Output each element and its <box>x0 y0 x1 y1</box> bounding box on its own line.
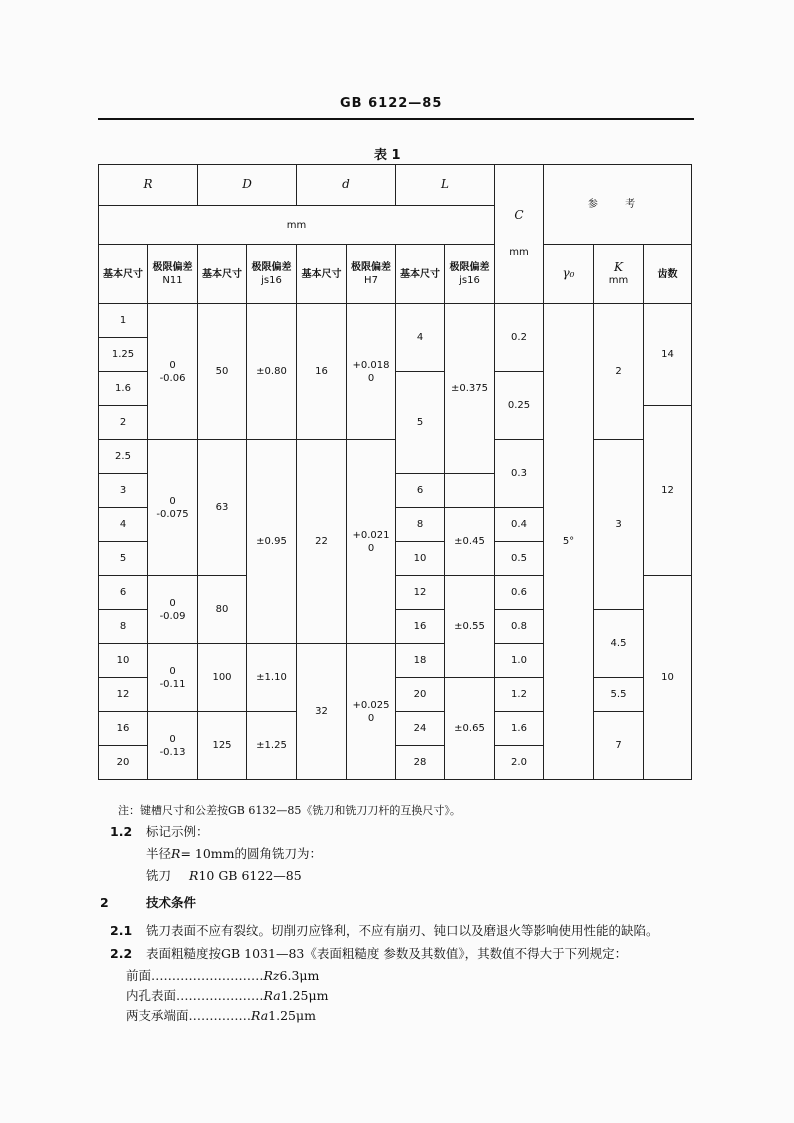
table-cell: 1.25 <box>99 338 148 372</box>
table-cell: 10 <box>99 644 148 678</box>
header-reference: 参 考 <box>544 165 692 245</box>
table-cell: 2.0 <box>495 746 544 780</box>
header-K: K mm <box>594 245 644 304</box>
table-cell: 1.2 <box>495 678 544 712</box>
header-R: R <box>99 165 198 206</box>
table-cell: 6 <box>396 474 445 508</box>
table-cell: 24 <box>396 712 445 746</box>
table-cell: 14 <box>644 304 692 406</box>
table-cell: 20 <box>99 746 148 780</box>
header-d-basic: 基本尺寸 <box>297 245 347 304</box>
table-cell: +0.025 0 <box>347 644 396 780</box>
section-2-1: 2.1 铣刀表面不应有裂纹。切削刃应锋利，不应有崩刃、钝口以及磨退火等影响使用性能的缺陷。 <box>110 923 659 938</box>
table-cell: ±0.95 <box>247 440 297 644</box>
table-cell: 0 -0.09 <box>148 576 198 644</box>
roughness-item: 前面………………………Rz6.3μm <box>126 968 320 983</box>
table-cell: 7 <box>594 712 644 780</box>
table-cell: 28 <box>396 746 445 780</box>
table-cell: 5° <box>544 304 594 780</box>
table-cell: 18 <box>396 644 445 678</box>
table-cell: 2 <box>99 406 148 440</box>
table-cell: 16 <box>297 304 347 440</box>
table-cell: 5 <box>99 542 148 576</box>
header-D-tolerance: 极限偏差 js16 <box>247 245 297 304</box>
header-D: D <box>198 165 297 206</box>
header-L-basic: 基本尺寸 <box>396 245 445 304</box>
table-cell: 0 -0.075 <box>148 440 198 576</box>
table-cell: ±0.80 <box>247 304 297 440</box>
marking-example-line-2: 铣刀 R10 GB 6122—85 <box>146 868 302 883</box>
header-R-tolerance: 极限偏差 N11 <box>148 245 198 304</box>
table-cell: 6 <box>99 576 148 610</box>
table-cell: ±0.375 <box>445 304 495 474</box>
table-cell: 8 <box>396 508 445 542</box>
table-cell: 1.0 <box>495 644 544 678</box>
table-cell: 12 <box>396 576 445 610</box>
roughness-item: 内孔表面…………………Ra1.25μm <box>126 988 329 1003</box>
table-cell: 0.2 <box>495 304 544 372</box>
table-cell: ±0.45 <box>445 508 495 576</box>
table-cell: 5.5 <box>594 678 644 712</box>
section-2-2: 2.2 表面粗糙度按GB 1031—83《表面粗糙度 参数及其数值》，其数值不得大于下列规定： <box>110 946 628 961</box>
table-cell: 63 <box>198 440 247 576</box>
table-cell: 4 <box>99 508 148 542</box>
table-cell: 5 <box>396 372 445 474</box>
table-cell: 8 <box>99 610 148 644</box>
table-cell: 20 <box>396 678 445 712</box>
header-d: d <box>297 165 396 206</box>
table-cell: 2 <box>594 304 644 440</box>
table-cell: ±0.65 <box>445 678 495 780</box>
table-cell: 0.5 <box>495 542 544 576</box>
table-note: 注：键槽尺寸和公差按GB 6132—85《铣刀和铣刀刀杆的互换尺寸》。 <box>118 804 461 817</box>
marking-example-line-1: 半径R= 10mm的圆角铣刀为： <box>146 846 322 861</box>
header-rule <box>98 118 694 120</box>
table-cell: 0.6 <box>495 576 544 610</box>
header-d-tolerance: 极限偏差 H7 <box>347 245 396 304</box>
header-unit-mm: mm <box>99 206 495 245</box>
header-gamma: γ₀ <box>544 245 594 304</box>
roughness-item: 两支承端面……………Ra1.25μm <box>126 1008 316 1023</box>
table-cell: 0.4 <box>495 508 544 542</box>
table-cell: 1 <box>99 304 148 338</box>
table-cell: 4 <box>396 304 445 372</box>
table-cell: 0.3 <box>495 440 544 508</box>
table-cell: 0.25 <box>495 372 544 440</box>
table-cell: 32 <box>297 644 347 780</box>
table-cell: 1.6 <box>495 712 544 746</box>
header-C: C mm <box>495 165 544 304</box>
header-teeth: 齿数 <box>644 245 692 304</box>
table-cell: +0.018 0 <box>347 304 396 440</box>
header-L: L <box>396 165 495 206</box>
table-cell: 100 <box>198 644 247 712</box>
table-cell: ±0.55 <box>445 576 495 678</box>
table-cell: 50 <box>198 304 247 440</box>
table-cell: 16 <box>396 610 445 644</box>
table-cell: 22 <box>297 440 347 644</box>
table-cell: 16 <box>99 712 148 746</box>
header-D-basic: 基本尺寸 <box>198 245 247 304</box>
table-cell: 2.5 <box>99 440 148 474</box>
table-cell: 3 <box>594 440 644 610</box>
specification-table <box>98 164 692 780</box>
table-cell: 0 -0.13 <box>148 712 198 780</box>
table-cell: 4.5 <box>594 610 644 678</box>
table-cell: 1.6 <box>99 372 148 406</box>
section-2-heading: 2 技术条件 <box>100 895 197 910</box>
header-L-tolerance: 极限偏差 js16 <box>445 245 495 304</box>
header-R-basic: 基本尺寸 <box>99 245 148 304</box>
table-cell: ±1.10 <box>247 644 297 712</box>
table-cell: 0 -0.11 <box>148 644 198 712</box>
table-cell: ±1.25 <box>247 712 297 780</box>
table-cell: 12 <box>644 406 692 576</box>
document-header-code: GB 6122—85 <box>340 96 443 111</box>
table-cell: 0 -0.06 <box>148 304 198 440</box>
table-cell: 80 <box>198 576 247 644</box>
table-cell: 10 <box>644 576 692 780</box>
table-caption: 表 1 <box>374 148 401 163</box>
section-1-2-heading: 1.2 标记示例： <box>110 824 209 839</box>
table-cell: 10 <box>396 542 445 576</box>
table-cell: 12 <box>99 678 148 712</box>
table-cell: 125 <box>198 712 247 780</box>
table-cell: 0.8 <box>495 610 544 644</box>
table-cell: 3 <box>99 474 148 508</box>
table-cell: +0.021 0 <box>347 440 396 644</box>
